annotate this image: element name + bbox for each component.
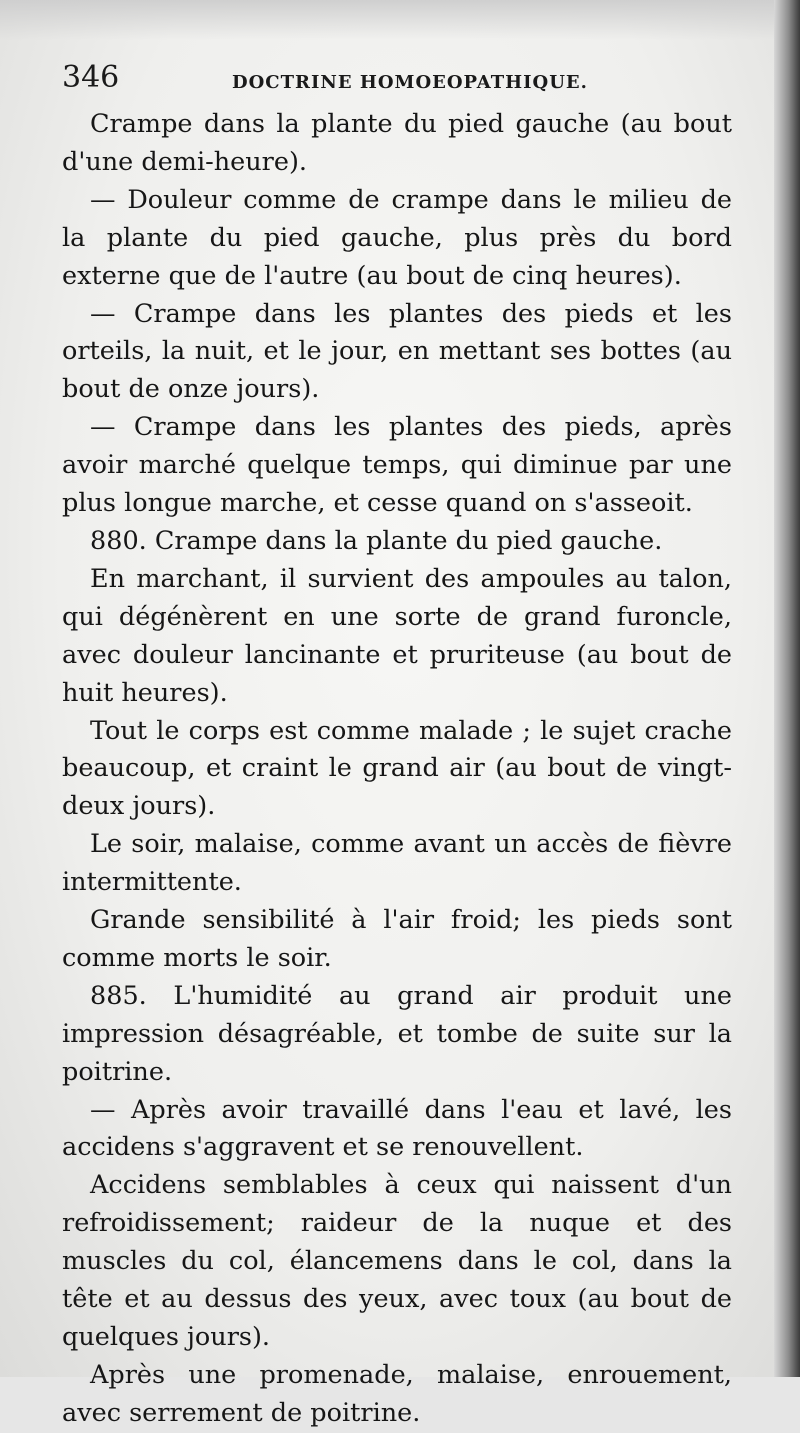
paragraph: — Douleur comme de crampe dans le milieu de la plante du pied gauche, plus près du bord externe que de l'autre (au bout de cinq heures). [62,184,732,291]
paragraph: Crampe dans la plante du pied gauche (au bout d'une demi-heure). [62,109,732,177]
book-spine-shadow [774,0,800,1377]
paragraph: Tout le corps est comme malade ; le sujet crache beaucoup, et craint le grand air (au bout de vingt-deux jours). [62,715,732,822]
paragraph: — Crampe dans les plantes des pieds, après avoir marché quelque temps, qui diminue par une plus longue marche, et cesse quand on s'asseoit. [62,412,732,519]
paragraph: Après une promenade, malaise, enrouement, avec serrement de poitrine. [62,1359,732,1428]
page-top-shadow [0,0,800,40]
paragraph: En marchant, il survient des ampoules au talon, qui dégénèrent en une sorte de grand furoncle, avec douleur lancinante et pruriteuse (au bout de huit heures). [62,563,732,708]
paragraph: 885. L'humidité au grand air produit une impression désagréable, et tombe de suite sur la poitrine. [62,980,732,1087]
body-text [62,106,732,1433]
paragraph: 880. Crampe dans la plante du pied gauche. [90,525,663,556]
paragraph: — Après avoir travaillé dans l'eau et lavé, les accidens s'aggravent et se renouvellent. [62,1094,732,1163]
running-title: DOCTRINE HOMOEOPATHIQUE. [232,72,588,93]
page-header [62,58,722,98]
paragraph: Le soir, malaise, comme avant un accès de fièvre intermittente. [62,829,732,898]
page-number: 346 [62,60,120,95]
paragraph: Accidens semblables à ceux qui naissent d'un refroidissement; raideur de la nuque et des muscles du col, élancemens dans le col, dans la tête et au dessus des yeux, avec toux (au bout de quelques jours). [62,1170,732,1352]
paragraph: — Crampe dans les plantes des pieds et les orteils, la nuit, et le jour, en mettant ses bottes (au bout de onze jours). [62,298,732,405]
paragraph: Grande sensibilité à l'air froid; les pieds sont comme morts le soir. [62,905,732,973]
